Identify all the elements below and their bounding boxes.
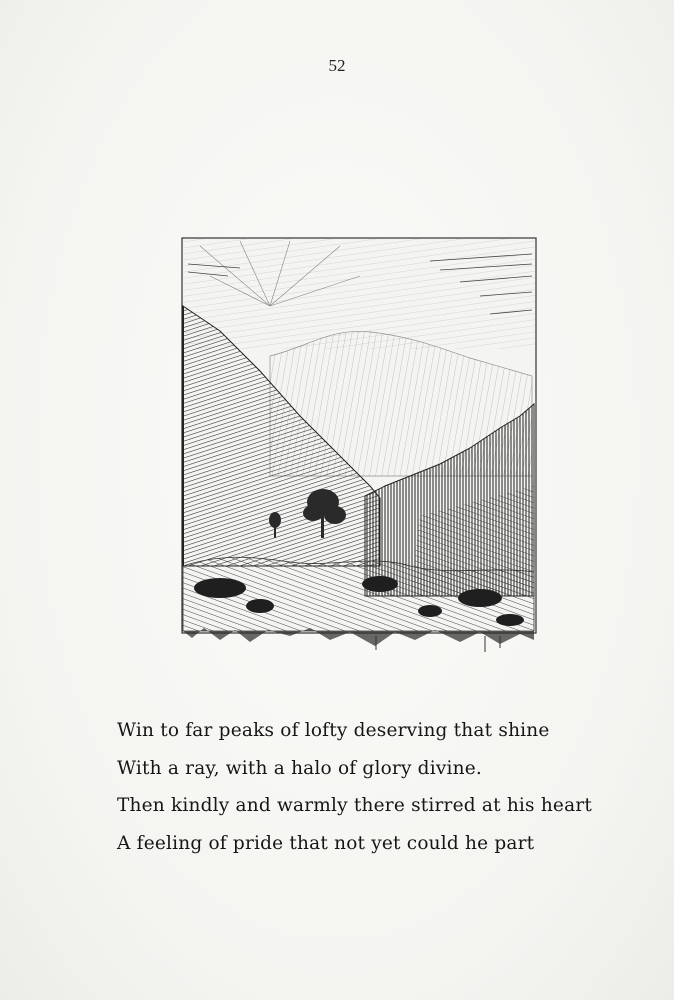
verse-text (117, 712, 637, 862)
verse-line: Then kindly and warmly there stirred at his heart (117, 795, 592, 816)
verse-line: A feeling of pride that not yet could he part (117, 832, 535, 854)
mountain-valley-illustration (180, 236, 538, 654)
verse-line: Win to far peaks of lofty deserving that shine (117, 720, 550, 741)
page-number: 52 (328, 56, 346, 75)
verse-line: With a ray, with a halo of glory divine. (117, 757, 482, 779)
